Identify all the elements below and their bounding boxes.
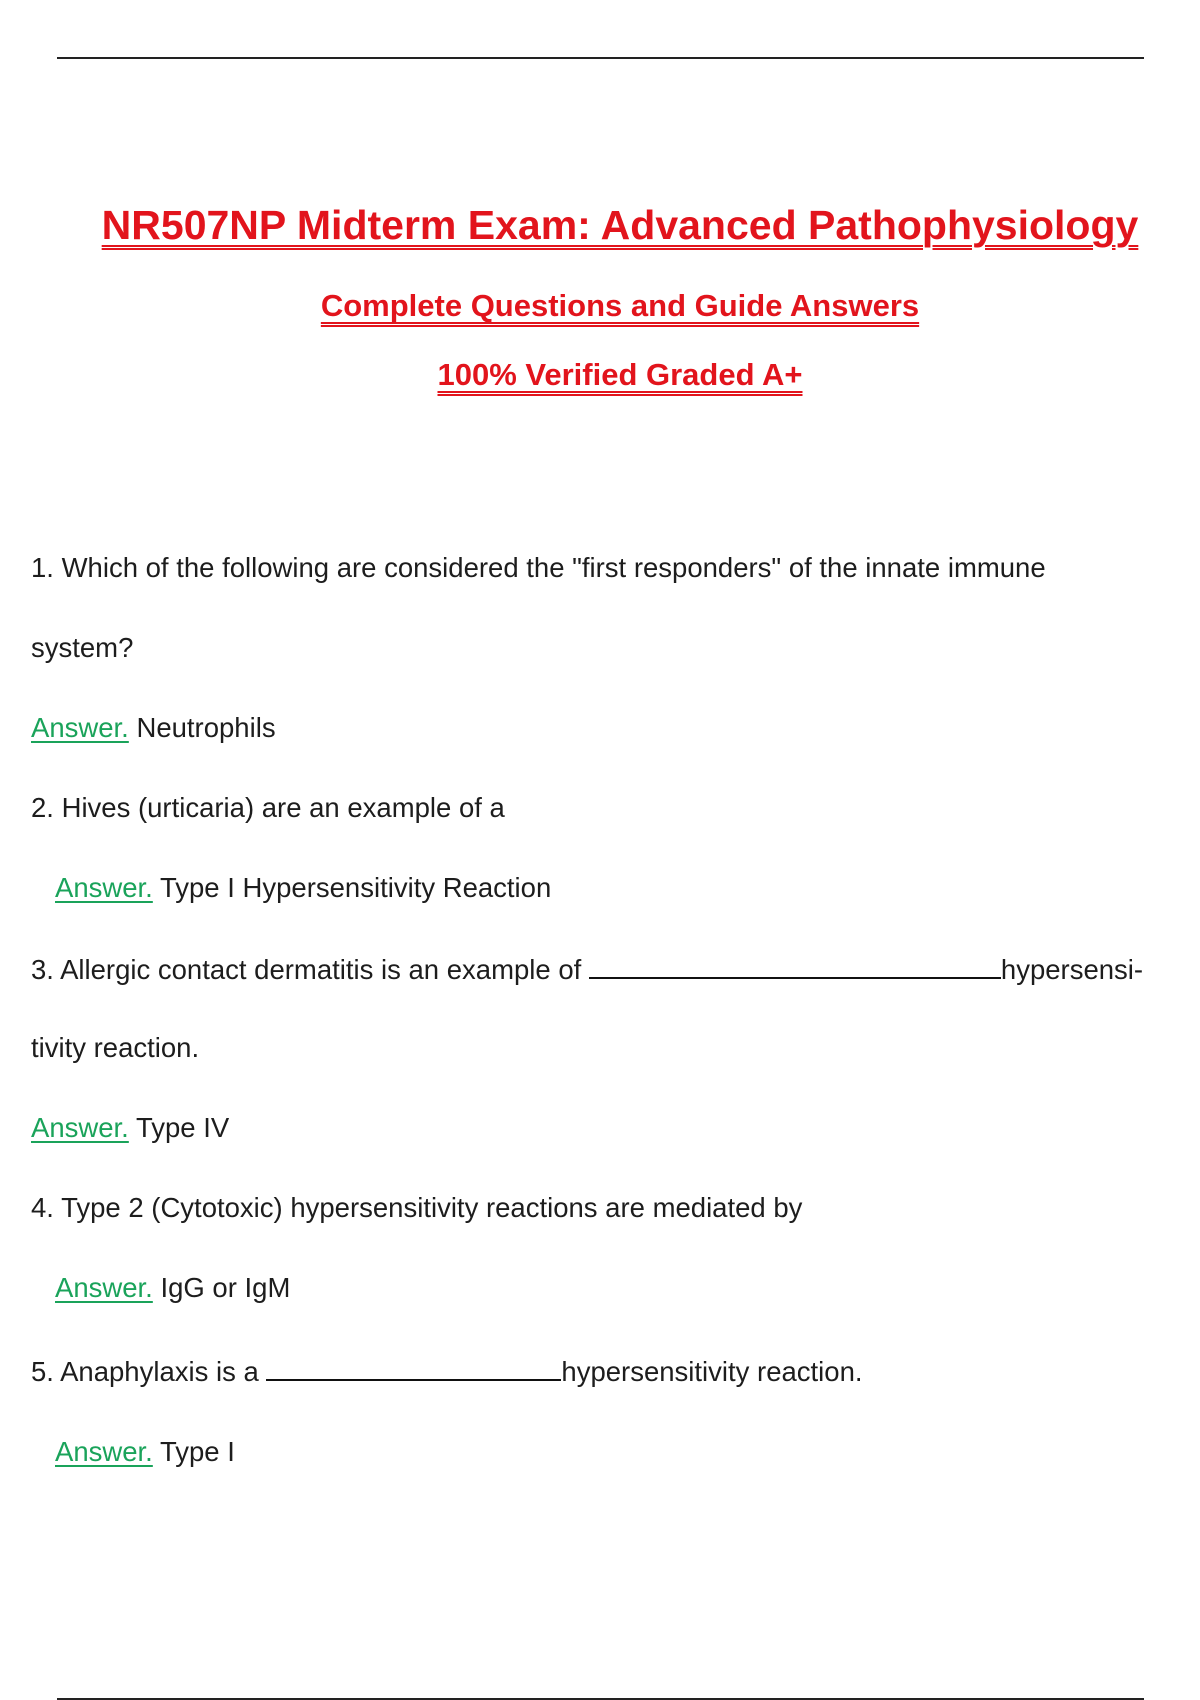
answer-3 — [31, 1112, 229, 1144]
answer-text: Type I — [159, 1436, 235, 1467]
document-title: NR507NP Midterm Exam: Advanced Pathophysiology — [101, 202, 1139, 248]
answer-text: IgG or IgM — [160, 1272, 291, 1303]
answer-label: Answer. — [31, 1112, 129, 1143]
answer-text: Neutrophils — [136, 712, 276, 743]
question-text: Hives (urticaria) are an example of a — [61, 792, 505, 823]
question-number: 5. — [31, 1356, 54, 1387]
question-number: 4. — [31, 1192, 54, 1223]
question-number: 1. — [31, 552, 54, 583]
question-text: Allergic contact dermatitis is an example of — [60, 954, 582, 985]
question-text: Type 2 (Cytotoxic) hypersensitivity reactions are mediated by — [61, 1192, 803, 1223]
question-1-continuation — [31, 632, 133, 664]
question-text: system? — [31, 632, 134, 663]
grade-line: 100% Verified Graded A+ — [437, 357, 803, 392]
question-5 — [31, 1355, 863, 1388]
answer-label: Answer. — [55, 1272, 153, 1303]
question-text: hypersensi- — [1000, 954, 1144, 985]
question-text: hypersensitivity reaction. — [561, 1356, 863, 1387]
question-text: tivity reaction. — [31, 1032, 200, 1063]
answer-1 — [31, 712, 276, 744]
question-text: Anaphylaxis is a — [60, 1356, 259, 1387]
answer-text: Type I Hypersensitivity Reaction — [159, 872, 552, 903]
top-rule — [57, 57, 1144, 59]
question-number: 2. — [31, 792, 54, 823]
answer-4 — [55, 1272, 290, 1304]
question-1 — [31, 552, 1046, 584]
question-3 — [31, 953, 1143, 986]
answer-5 — [55, 1436, 235, 1468]
question-number: 3. — [31, 954, 54, 985]
answer-label: Answer. — [31, 712, 129, 743]
document-subtitle: Complete Questions and Guide Answers — [320, 288, 920, 323]
fill-in-blank — [589, 953, 1001, 979]
question-4 — [31, 1192, 802, 1224]
answer-label: Answer. — [55, 872, 153, 903]
question-3-continuation — [31, 1032, 199, 1064]
fill-in-blank — [266, 1355, 561, 1381]
answer-label: Answer. — [55, 1436, 153, 1467]
answer-2 — [55, 872, 551, 904]
question-2 — [31, 792, 505, 824]
answer-text: Type IV — [135, 1112, 230, 1143]
question-text: Which of the following are considered the "first responders" of the innate immune — [61, 552, 1046, 583]
